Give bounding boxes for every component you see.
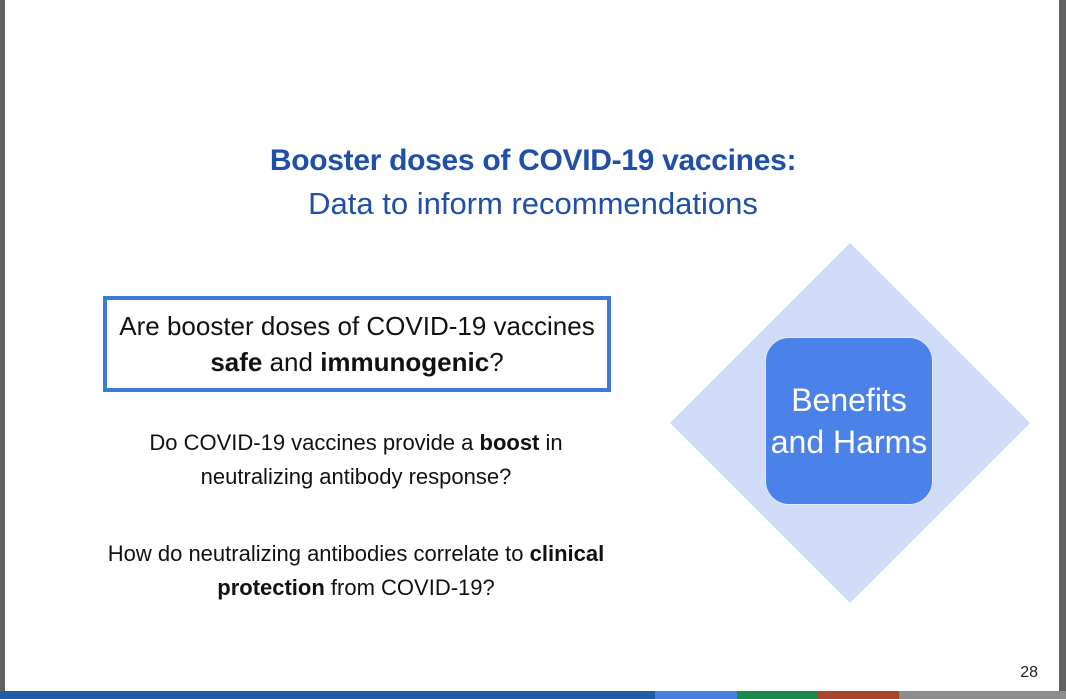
- question-text-part: ?: [489, 347, 504, 377]
- question-correlate: [96, 537, 616, 605]
- paragraph-bold-clinical-protection: clinical protection: [217, 541, 605, 600]
- benefits-harms-label: Benefits and Harms: [770, 382, 928, 460]
- window-frame-left: [0, 0, 5, 699]
- paragraph-text-part: Do COVID-19 vaccines provide a: [149, 430, 480, 455]
- footer-segment: [655, 691, 737, 699]
- benefits-harms-box: [765, 337, 933, 505]
- question-box: [103, 296, 611, 392]
- footer-color-bar: [0, 691, 1066, 699]
- question-text-part: Are booster doses of COVID-19 vaccines: [119, 311, 595, 341]
- title-line-main: Booster doses of COVID-19 vaccines:: [269, 144, 797, 177]
- slide-title: [0, 140, 1066, 226]
- title-line-sub: Data to inform recommendations: [308, 186, 758, 221]
- footer-segment: [817, 691, 899, 699]
- window-frame-right: [1059, 0, 1066, 699]
- question-bold-immunogenic: immunogenic: [320, 347, 490, 377]
- question-text-part: and: [262, 347, 321, 377]
- paragraph-bold-boost: boost: [479, 430, 540, 455]
- question-text: [107, 308, 607, 380]
- paragraph-text-part: in neutralizing antibody response?: [200, 430, 563, 489]
- question-boost: [96, 426, 616, 494]
- paragraph-text-part: from COVID-19?: [324, 575, 495, 600]
- page-number: 28: [1020, 664, 1038, 681]
- paragraph-text-part: How do neutralizing antibodies correlate to: [107, 541, 530, 566]
- footer-segment: [0, 691, 655, 699]
- question-bold-safe: safe: [210, 347, 263, 377]
- footer-segment: [737, 691, 817, 699]
- footer-segment: [899, 691, 1066, 699]
